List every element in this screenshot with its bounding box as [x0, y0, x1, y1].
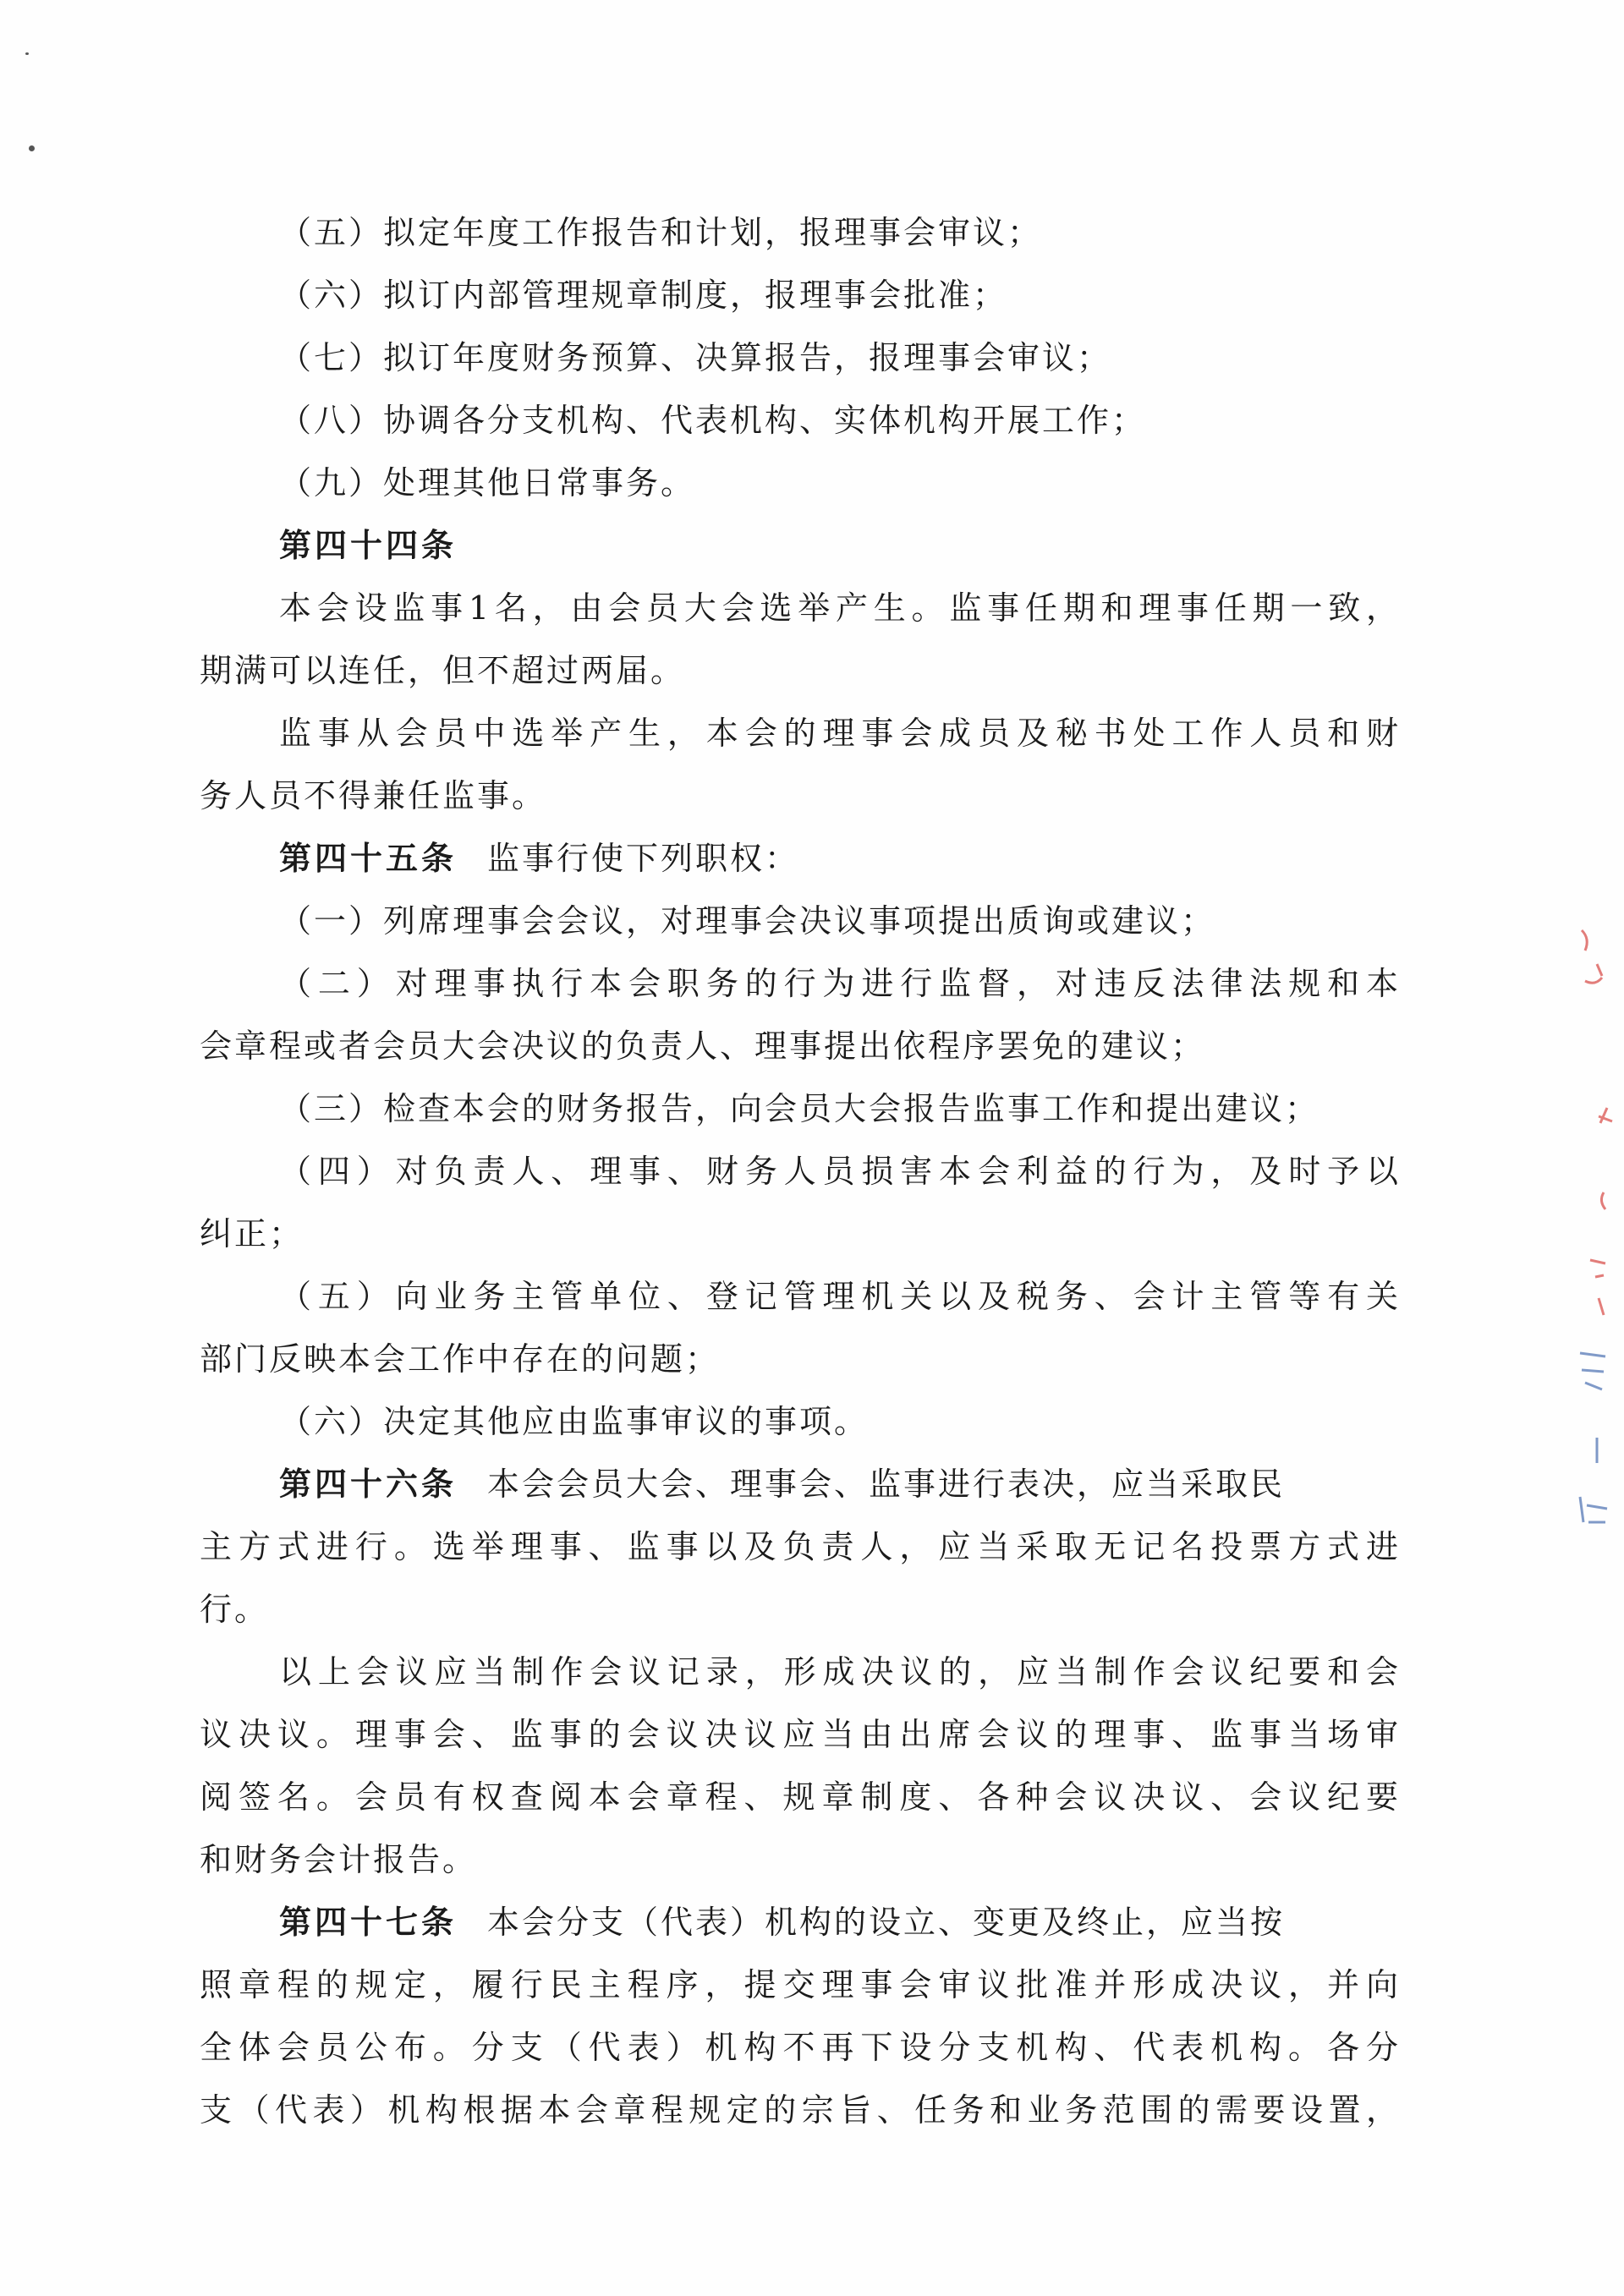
article-44-p2-line1: 监事从会员中选举产生，本会的理事会成员及秘书处工作人员和财 — [279, 715, 1401, 752]
list-item-5: （五）拟定年度工作报告和计划，报理事会审议； — [279, 214, 1043, 251]
edge-seal-marks — [1573, 913, 1624, 1674]
list-item-7: （七）拟订年度财务预算、决算报告，报理事会审议； — [279, 339, 1112, 376]
article-47-heading: 第四十七条 — [279, 1904, 458, 1941]
list-item-6: （六）拟订内部管理规章制度，报理事会批准； — [279, 277, 1008, 314]
document-body — [200, 201, 1401, 2141]
article-44-p1-line1: 本会设监事1名，由会员大会选举产生。监事任期和理事任期一致， — [279, 589, 1401, 627]
article-47-line4: 支（代表）机构根据本会章程规定的宗旨、任务和业务范围的需要设置， — [200, 2091, 1401, 2129]
list-item-9: （九）处理其他日常事务。 — [279, 464, 696, 501]
article-47-line1 — [200, 1891, 1401, 1954]
article-46-line1 — [200, 1453, 1401, 1515]
article-45-item-6: （六）决定其他应由监事审议的事项。 — [279, 1403, 870, 1440]
article-45-item-2-line2: 会章程或者会员大会决议的负责人、理事提出依程序罢免的建议； — [200, 1027, 1206, 1065]
scan-speck — [29, 145, 35, 151]
article-44-heading: 第四十四条 — [279, 527, 458, 564]
article-45-item-3: （三）检查本会的财务报告，向会员大会报告监事工作和提出建议； — [279, 1090, 1320, 1127]
article-46-p2-line1: 以上会议应当制作会议记录，形成决议的，应当制作会议纪要和会 — [279, 1653, 1401, 1690]
article-47-line3: 全体会员公布。分支（代表）机构不再下设分支机构、代表机构。各分 — [200, 2029, 1401, 2066]
article-45-heading: 第四十五条 — [279, 840, 458, 877]
article-45-item-1: （一）列席理事会会议，对理事会决议事项提出质询或建议； — [279, 902, 1216, 940]
article-45-item-5-line1: （五）向业务主管单位、登记管理机关以及税务、会计主管等有关 — [279, 1278, 1401, 1315]
article-45-item-5-line2: 部门反映本会工作中存在的问题； — [200, 1340, 721, 1378]
article-46-p2-line3: 阅签名。会员有权查阅本会章程、规章制度、各种会议决议、会议纪要 — [200, 1778, 1401, 1816]
article-47-line2: 照章程的规定，履行民主程序，提交理事会审议批准并形成决议，并向 — [200, 1966, 1401, 2003]
article-44-p2-line2: 务人员不得兼任监事。 — [200, 777, 547, 814]
article-45-item-2-line1: （二）对理事执行本会职务的行为进行监督，对违反法律法规和本 — [279, 965, 1401, 1002]
list-item-8: （八）协调各分支机构、代表机构、实体机构开展工作； — [279, 402, 1147, 439]
article-45-intro: 监事行使下列职权： — [487, 840, 800, 877]
article-46-p2-line4: 和财务会计报告。 — [200, 1841, 478, 1878]
article-44-p1-line2: 期满可以连任，但不超过两届。 — [200, 652, 686, 689]
article-47-text: 本会分支（代表）机构的设立、变更及终止，应当按 — [487, 1904, 1286, 1941]
scan-speck — [25, 52, 29, 55]
article-46-heading: 第四十六条 — [279, 1466, 458, 1503]
article-46-line3: 行。 — [200, 1591, 270, 1628]
article-45-heading-line — [200, 827, 1401, 890]
article-46-text: 本会会员大会、理事会、监事进行表决，应当采取民 — [487, 1466, 1286, 1503]
article-46-p2-line2: 议决议。理事会、监事的会议决议应当由出席会议的理事、监事当场审 — [200, 1716, 1401, 1753]
article-45-item-4-line2: 纠正； — [200, 1215, 304, 1252]
article-45-item-4-line1: （四）对负责人、理事、财务人员损害本会利益的行为，及时予以 — [279, 1153, 1401, 1190]
article-46-line2: 主方式进行。选举理事、监事以及负责人，应当采取无记名投票方式进 — [200, 1528, 1401, 1565]
article-44-heading-line — [200, 514, 1401, 577]
